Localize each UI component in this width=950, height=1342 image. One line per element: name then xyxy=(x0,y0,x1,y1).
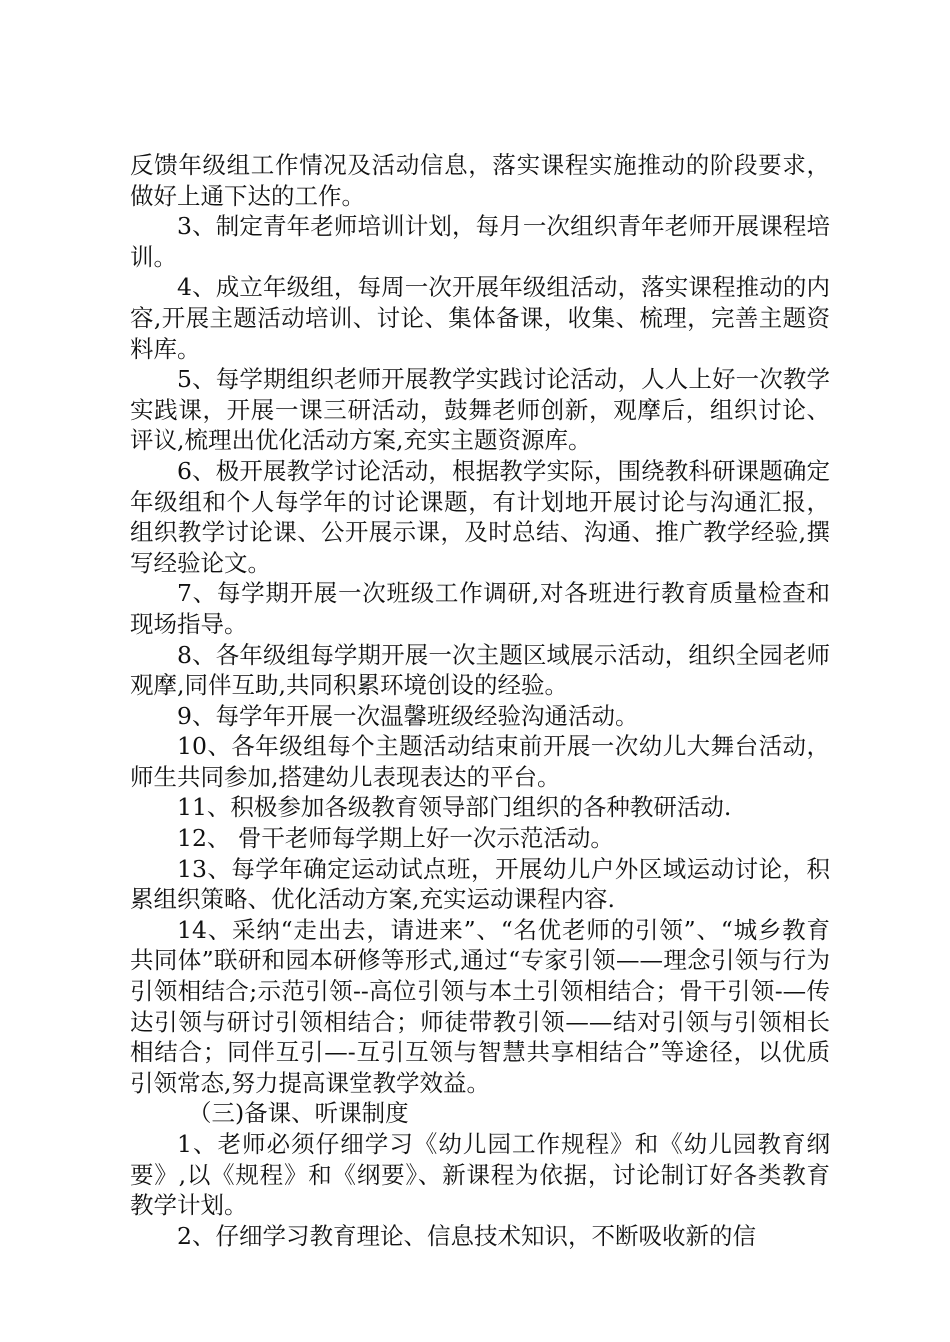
paragraph-item-3: 3、制定青年老师培训计划，每月一次组织青年老师开展课程培训。 xyxy=(130,212,830,271)
paragraph-item-14: 14、采纳“走出去，请进来”、“名优老师的引领”、“城乡教育共同体”联研和园本研修等形式,通过“专家引领——理念引领与行为引领相结合;示范引领--高位引领与本土引领相结合；骨干引领-—传达引领与研讨引领相结合；师徒带教引领——结对引领与引领相长相结合；同伴互引—-互引互领与智慧共享相结合”等途径，以优质引领常态,努力提高课堂教学效益。 xyxy=(130,915,830,1097)
paragraph-item-5: 5、每学期组织老师开展教学实践讨论活动，人人上好一次教学实践课，开展一课三研活动，鼓舞老师创新，观摩后，组织讨论、评议,梳理出优化活动方案,充实主题资源库。 xyxy=(130,365,830,455)
section-heading: （三)备课、听课制度 xyxy=(188,1099,409,1128)
paragraph-item-12: 12、 骨干老师每学期上好一次示范活动。 xyxy=(177,824,614,853)
paragraph-item-6: 6、极开展教学讨论活动，根据教学实际，围绕教科研课题确定年级组和个人每学年的讨论课题，有计划地开展讨论与沟通汇报，组织教学讨论课、公开展示课，及时总结、沟通、推广教学经验,撰写经验论文。 xyxy=(130,456,830,577)
paragraph-item-4: 4、成立年级组，每周一次开展年级组活动，落实课程推动的内容,开展主题活动培训、讨论、集体备课，收集、梳理，完善主题资料库。 xyxy=(130,273,830,363)
paragraph-item-2: 2、仔细学习教育理论、信息技术知识，不断吸收新的信 xyxy=(177,1221,756,1250)
paragraph-continuation: 反馈年级组工作情况及活动信息，落实课程实施推动的阶段要求，做好上通下达的工作。 xyxy=(130,151,830,210)
paragraph-item-8: 8、各年级组每学期开展一次主题区域展示活动，组织全园老师观摩,同伴互助,共同积累环境创设的经验。 xyxy=(130,640,830,700)
paragraph-item-7: 7、每学期开展一次班级工作调研,对各班进行教育质量检查和现场指导。 xyxy=(130,579,830,638)
paragraph-item-9: 9、每学年开展一次温馨班级经验沟通活动。 xyxy=(177,701,639,730)
paragraph-item-10: 10、各年级组每个主题活动结束前开展一次幼儿大舞台活动，师生共同参加,搭建幼儿表现表达的平台。 xyxy=(130,732,830,791)
paragraph-item-13: 13、每学年确定运动试点班，开展幼儿户外区域运动讨论，积累组织策略、优化活动方案,充实运动课程内容. xyxy=(130,854,830,914)
document-body xyxy=(130,150,830,1251)
paragraph-item-11: 11、积极参加各级教育领导部门组织的各种教研活动. xyxy=(177,793,732,822)
paragraph-item-1: 1、老师必须仔细学习《幼儿园工作规程》和《幼儿园教育纲要》,以《规程》和《纲要》、新课程为依据，讨论制订好各类教育教学计划。 xyxy=(130,1130,830,1220)
